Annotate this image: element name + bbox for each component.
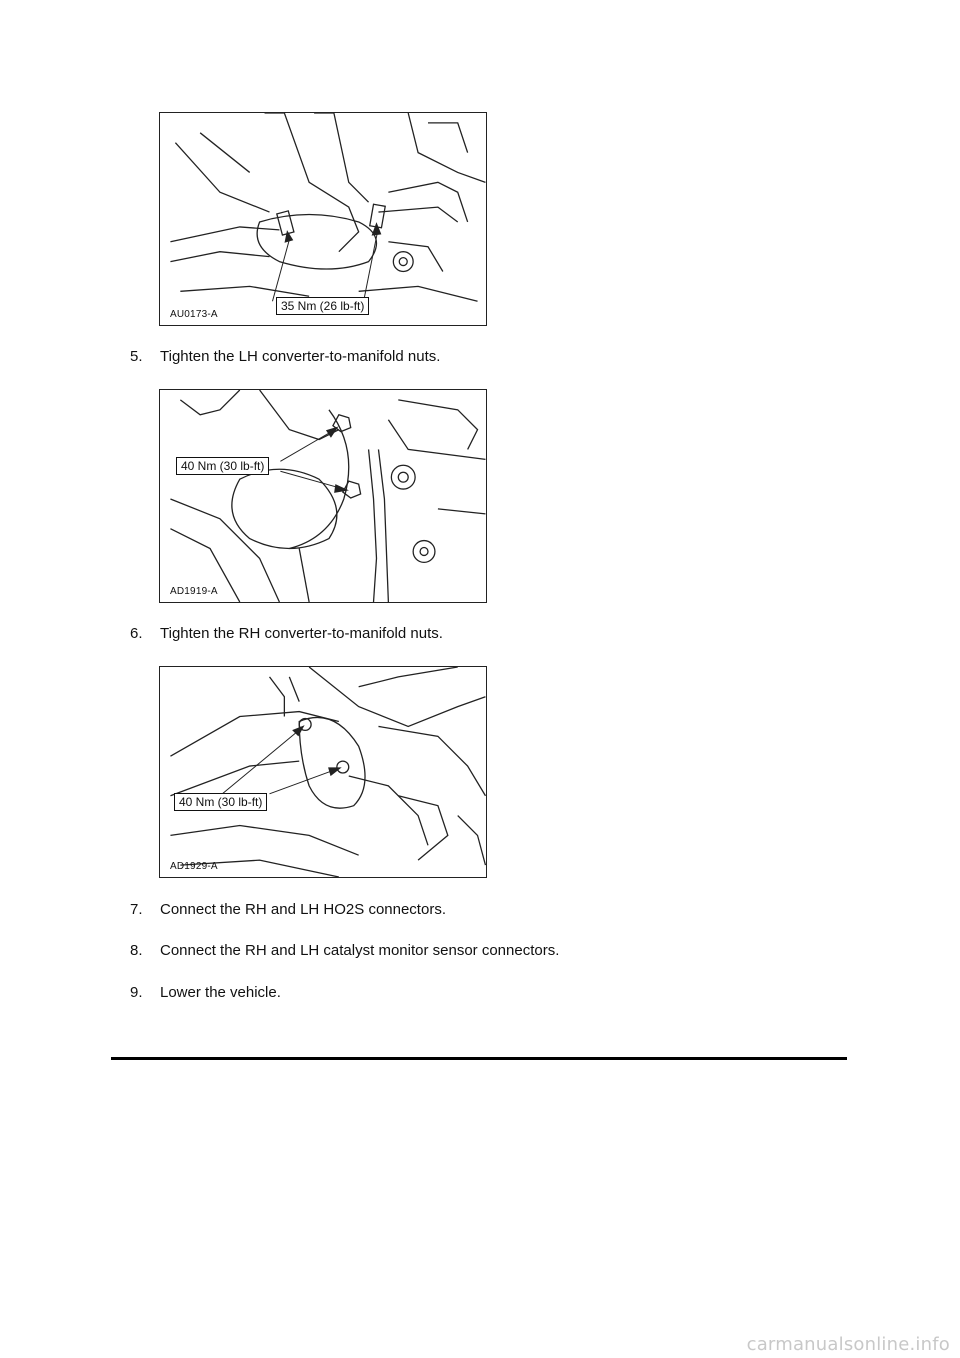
watermark: carmanualsonline.info <box>746 1334 950 1355</box>
step-8 <box>130 942 559 959</box>
figure-ad1919 <box>159 389 487 603</box>
step-6 <box>130 625 443 642</box>
exhaust-flange-illustration <box>160 113 486 325</box>
figure-code: AU0173-A <box>170 309 218 320</box>
step-text: Connect the RH and LH HO2S connectors. <box>160 901 446 918</box>
figure-code: AD1929-A <box>170 861 218 872</box>
figure-ad1929 <box>159 666 487 878</box>
figure-code: AD1919-A <box>170 586 218 597</box>
step-number: 7. <box>130 901 143 918</box>
page-divider <box>111 1057 847 1060</box>
step-number: 8. <box>130 942 143 959</box>
torque-callout: 40 Nm (30 lb-ft) <box>176 457 269 475</box>
step-text: Tighten the LH converter-to-manifold nuts. <box>160 348 441 365</box>
figure-au0173 <box>159 112 487 326</box>
step-7 <box>130 901 446 918</box>
step-text: Lower the vehicle. <box>160 984 281 1001</box>
step-number: 6. <box>130 625 143 642</box>
step-9 <box>130 984 281 1001</box>
step-text: Connect the RH and LH catalyst monitor sensor connectors. <box>160 942 560 959</box>
converter-manifold-rh-illustration <box>160 667 486 877</box>
step-number: 9. <box>130 984 143 1001</box>
step-number: 5. <box>130 348 143 365</box>
torque-callout: 40 Nm (30 lb-ft) <box>174 793 267 811</box>
step-5 <box>130 348 440 365</box>
torque-callout: 35 Nm (26 lb-ft) <box>276 297 369 315</box>
converter-manifold-lh-illustration <box>160 390 486 602</box>
step-text: Tighten the RH converter-to-manifold nuts. <box>160 625 443 642</box>
